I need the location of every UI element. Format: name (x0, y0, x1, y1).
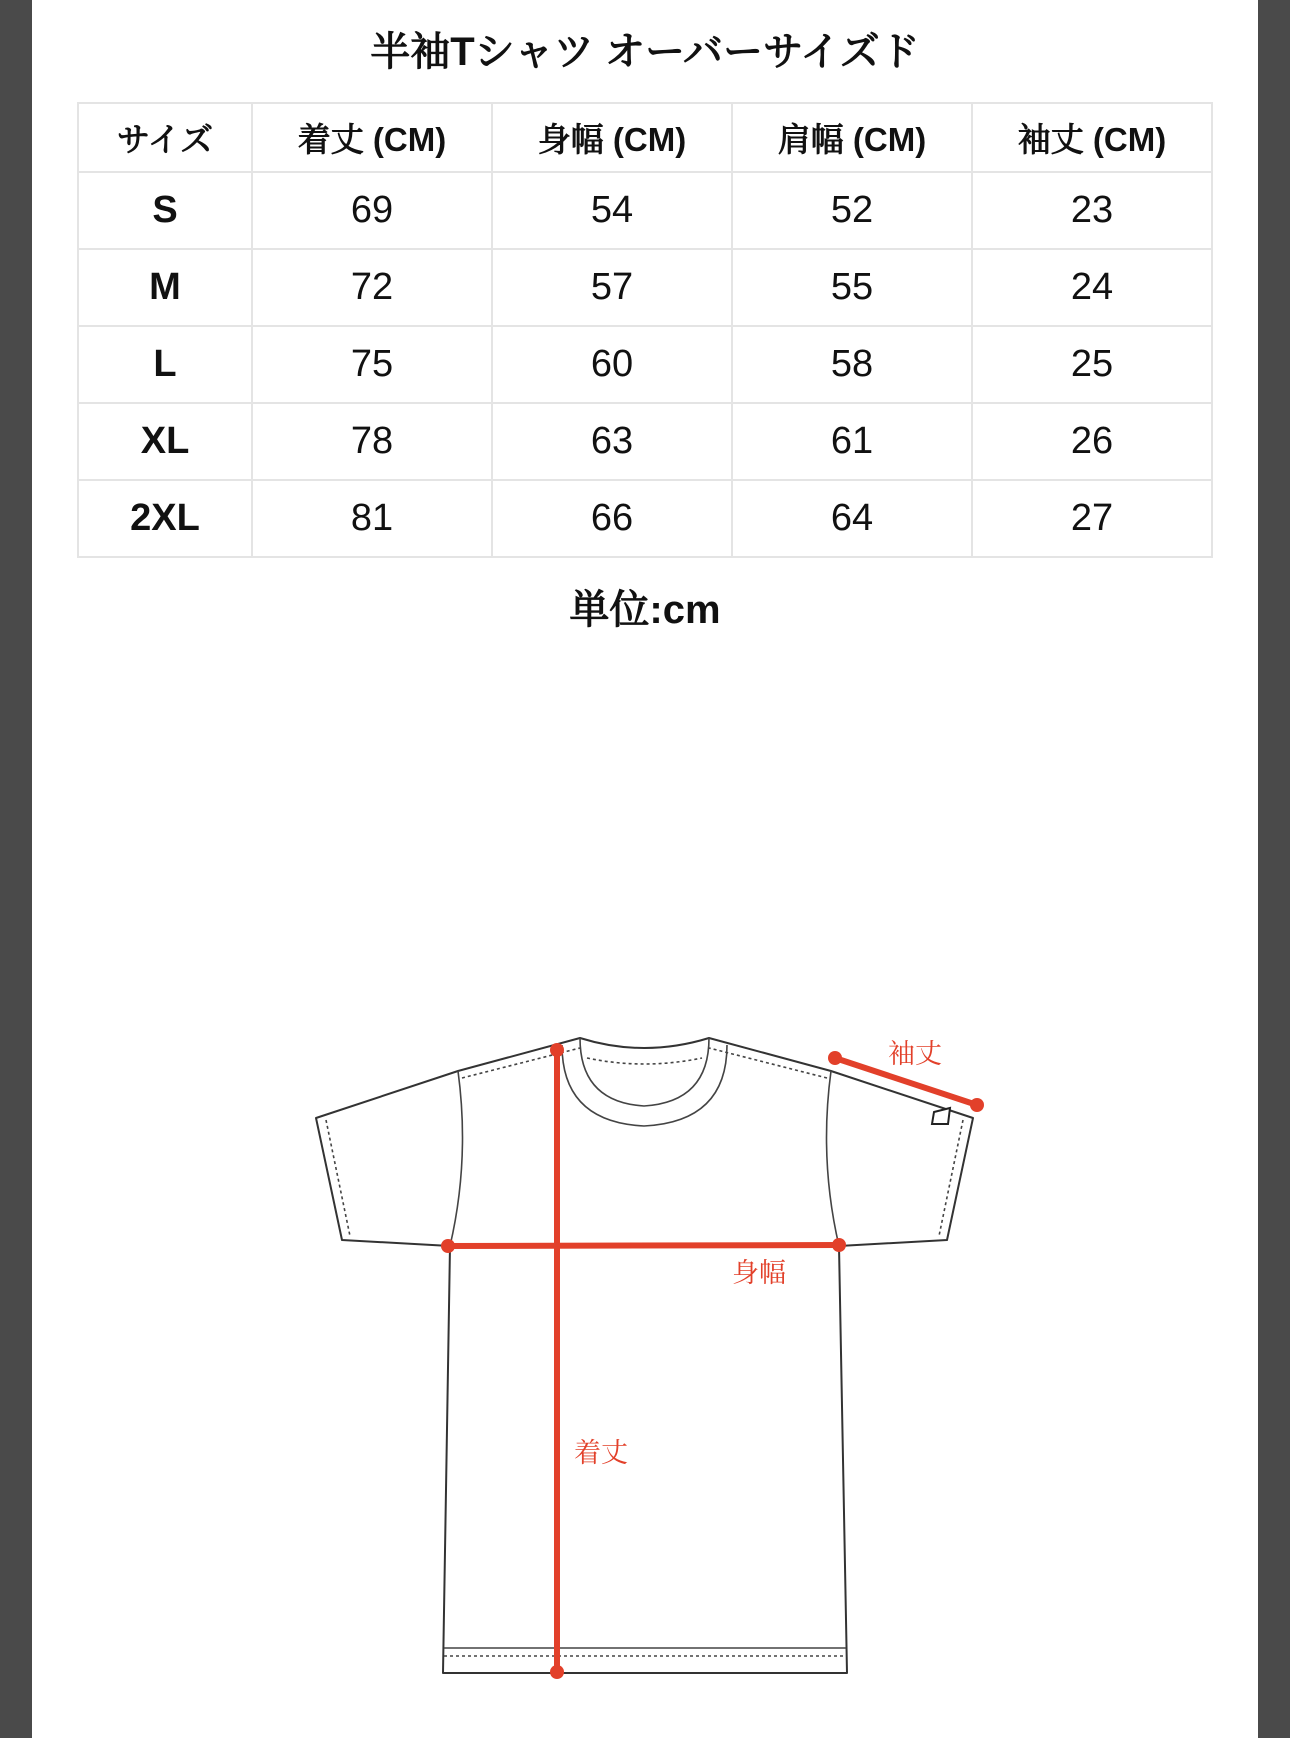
sleeve-cell: 23 (973, 173, 1211, 248)
width-cell: 66 (493, 481, 731, 556)
sleeve-cell: 25 (973, 327, 1211, 402)
length-label: 着丈 (574, 1438, 628, 1469)
size-cell: XL (79, 404, 251, 479)
tshirt-outline (316, 1038, 973, 1673)
width-start-dot (441, 1239, 455, 1253)
page-title: 半袖Tシャツ オーバーサイズド (370, 30, 920, 74)
header-length: 着丈 (CM) (253, 104, 491, 171)
sleeve-cell: 26 (973, 404, 1211, 479)
header-sleeve: 袖丈 (CM) (973, 104, 1211, 171)
shoulder-cell: 58 (733, 327, 971, 402)
width-measure-line (448, 1245, 839, 1246)
width-end-dot (832, 1238, 846, 1252)
sleeve-end-dot (970, 1098, 984, 1112)
sleeve-cell: 27 (973, 481, 1211, 556)
shoulder-cell: 52 (733, 173, 971, 248)
size-cell: M (79, 250, 251, 325)
width-cell: 57 (493, 250, 731, 325)
sleeve-start-dot (828, 1051, 842, 1065)
width-cell: 54 (493, 173, 731, 248)
size-cell: 2XL (79, 481, 251, 556)
header-size: サイズ (79, 104, 251, 171)
length-start-dot (550, 1043, 564, 1057)
length-cell: 75 (253, 327, 491, 402)
header-width: 身幅 (CM) (493, 104, 731, 171)
width-label: 身幅 (732, 1258, 786, 1289)
size-cell: L (79, 327, 251, 402)
size-chart-page (32, 0, 1258, 1738)
width-cell: 60 (493, 327, 731, 402)
length-cell: 69 (253, 173, 491, 248)
header-shoulder: 肩幅 (CM) (733, 104, 971, 171)
shoulder-cell: 55 (733, 250, 971, 325)
shoulder-cell: 61 (733, 404, 971, 479)
sleeve-cell: 24 (973, 250, 1211, 325)
shoulder-cell: 64 (733, 481, 971, 556)
length-cell: 78 (253, 404, 491, 479)
sleeve-label: 袖丈 (888, 1039, 942, 1070)
length-cell: 81 (253, 481, 491, 556)
size-cell: S (79, 173, 251, 248)
unit-label: 単位:cm (569, 588, 721, 632)
length-end-dot (550, 1665, 564, 1679)
length-cell: 72 (253, 250, 491, 325)
width-cell: 63 (493, 404, 731, 479)
tshirt-diagram (32, 0, 1258, 1738)
